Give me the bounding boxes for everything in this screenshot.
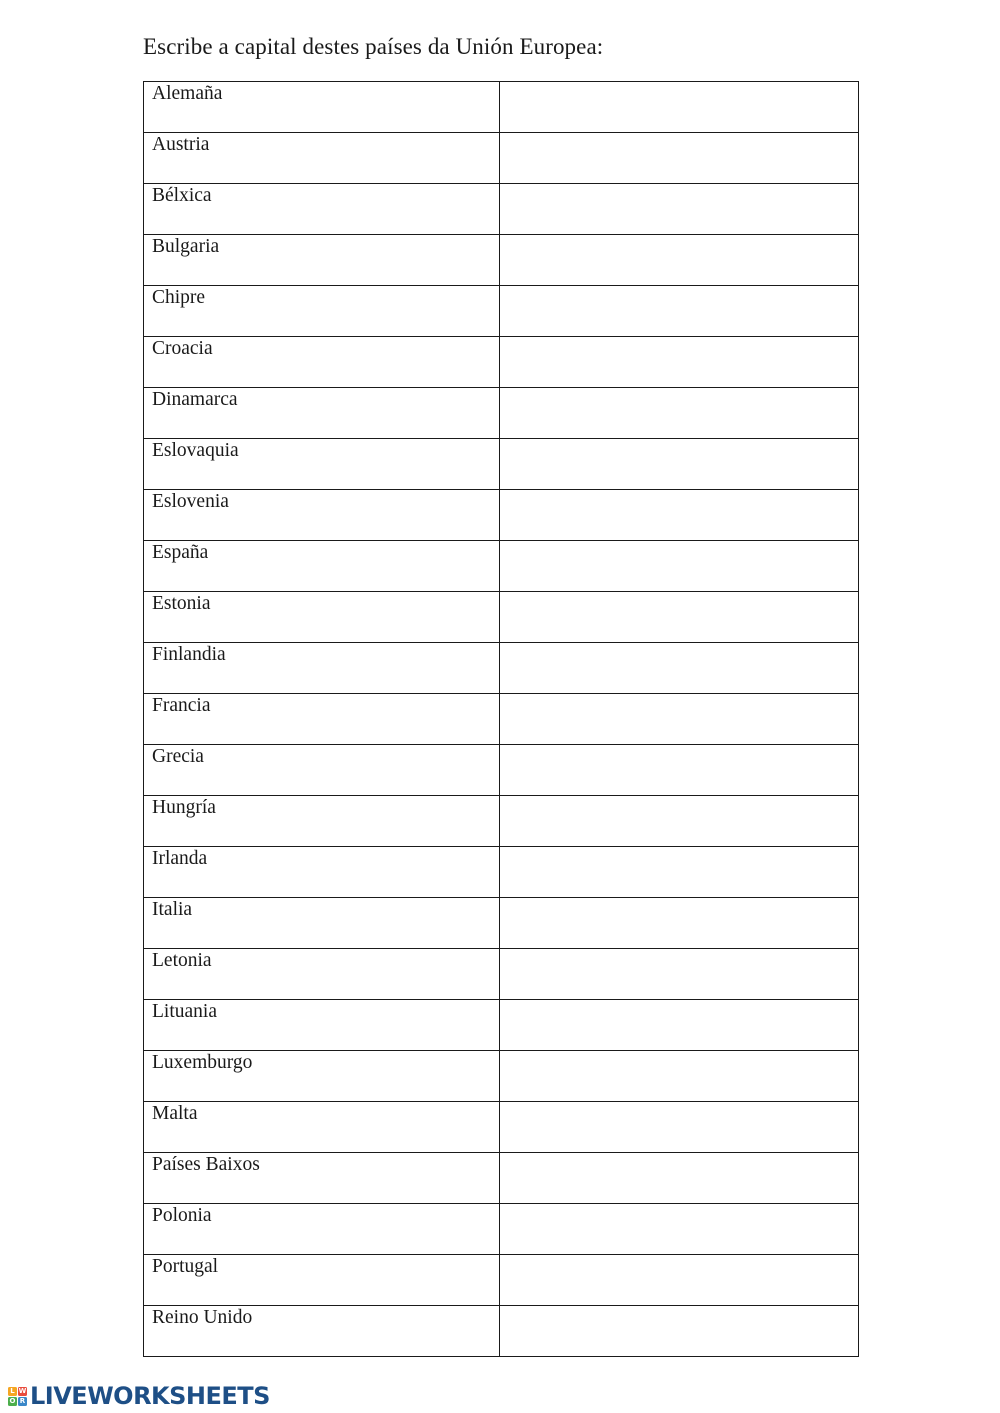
table-row [144, 286, 859, 337]
table-row [144, 1255, 859, 1306]
capital-answer-input[interactable] [500, 1255, 858, 1305]
capital-answer-cell [500, 1306, 859, 1357]
capital-answer-input[interactable] [500, 82, 858, 132]
capital-answer-cell [500, 847, 859, 898]
country-name: Luxemburgo [144, 1051, 500, 1102]
country-name: Eslovenia [144, 490, 500, 541]
table-row [144, 82, 859, 133]
country-name: Austria [144, 133, 500, 184]
capital-answer-cell [500, 643, 859, 694]
country-name: Lituania [144, 1000, 500, 1051]
table-row [144, 1153, 859, 1204]
capital-answer-input[interactable] [500, 1000, 858, 1050]
capital-answer-cell [500, 235, 859, 286]
table-row [144, 1306, 859, 1357]
country-name: Reino Unido [144, 1306, 500, 1357]
country-name: Bélxica [144, 184, 500, 235]
logo-tile: O [9, 1396, 16, 1405]
table-row [144, 796, 859, 847]
capital-answer-cell [500, 1204, 859, 1255]
capital-answer-input[interactable] [500, 1204, 858, 1254]
capital-answer-input[interactable] [500, 490, 858, 540]
capital-answer-cell [500, 1255, 859, 1306]
capital-answer-input[interactable] [500, 1153, 858, 1203]
table-row [144, 643, 859, 694]
capital-answer-cell [500, 439, 859, 490]
capital-answer-cell [500, 541, 859, 592]
worksheet-title: Escribe a capital destes países da Unión Europea: [143, 34, 604, 59]
table-row [144, 1102, 859, 1153]
capital-answer-input[interactable] [500, 592, 858, 642]
capital-answer-input[interactable] [500, 796, 858, 846]
capital-answer-cell [500, 592, 859, 643]
country-name: Estonia [144, 592, 500, 643]
capital-answer-input[interactable] [500, 949, 858, 999]
table-row [144, 745, 859, 796]
table-row [144, 898, 859, 949]
capital-answer-input[interactable] [500, 1306, 858, 1356]
table-row [144, 592, 859, 643]
capitals-table [143, 81, 859, 1357]
country-name: Irlanda [144, 847, 500, 898]
capital-answer-cell [500, 745, 859, 796]
country-name: Finlandia [144, 643, 500, 694]
capital-answer-input[interactable] [500, 286, 858, 336]
table-row [144, 439, 859, 490]
table-row [144, 694, 859, 745]
table-row [144, 847, 859, 898]
table-row [144, 184, 859, 235]
country-name: Italia [144, 898, 500, 949]
logo-text: LIVEWORKSHEETS [30, 1382, 270, 1410]
country-name: Bulgaria [144, 235, 500, 286]
capital-answer-cell [500, 133, 859, 184]
capital-answer-cell [500, 82, 859, 133]
logo-mark-icon [8, 1387, 27, 1406]
capital-answer-input[interactable] [500, 847, 858, 897]
table-row [144, 388, 859, 439]
capital-answer-input[interactable] [500, 541, 858, 591]
capital-answer-cell [500, 1051, 859, 1102]
capital-answer-input[interactable] [500, 1102, 858, 1152]
capitals-table-body [144, 82, 859, 1357]
capital-answer-cell [500, 796, 859, 847]
capital-answer-cell [500, 1153, 859, 1204]
country-name: Eslovaquia [144, 439, 500, 490]
table-row [144, 490, 859, 541]
country-name: Portugal [144, 1255, 500, 1306]
capital-answer-input[interactable] [500, 388, 858, 438]
capital-answer-input[interactable] [500, 184, 858, 234]
table-row [144, 949, 859, 1000]
logo-tile: L [8, 1387, 17, 1396]
country-name: Polonia [144, 1204, 500, 1255]
country-name: Croacia [144, 337, 500, 388]
table-row [144, 541, 859, 592]
capital-answer-input[interactable] [500, 694, 858, 744]
table-row [144, 1000, 859, 1051]
capital-answer-cell [500, 949, 859, 1000]
capital-answer-input[interactable] [500, 643, 858, 693]
logo-tile: R [19, 1396, 26, 1405]
capital-answer-cell [500, 184, 859, 235]
logo-tile: W [18, 1386, 27, 1395]
capital-answer-cell [500, 286, 859, 337]
capital-answer-input[interactable] [500, 235, 858, 285]
country-name: Alemaña [144, 82, 500, 133]
country-name: Chipre [144, 286, 500, 337]
capital-answer-input[interactable] [500, 898, 858, 948]
capital-answer-cell [500, 388, 859, 439]
capital-answer-input[interactable] [500, 133, 858, 183]
table-row [144, 337, 859, 388]
country-name: Grecia [144, 745, 500, 796]
table-row [144, 133, 859, 184]
capital-answer-input[interactable] [500, 439, 858, 489]
capital-answer-cell [500, 898, 859, 949]
country-name: Malta [144, 1102, 500, 1153]
table-row [144, 1051, 859, 1102]
table-row [144, 235, 859, 286]
capital-answer-cell [500, 490, 859, 541]
country-name: Dinamarca [144, 388, 500, 439]
liveworksheets-logo [8, 1381, 270, 1411]
country-name: Países Baixos [144, 1153, 500, 1204]
capital-answer-input[interactable] [500, 745, 858, 795]
capital-answer-cell [500, 1102, 859, 1153]
capital-answer-cell [500, 337, 859, 388]
capital-answer-cell [500, 694, 859, 745]
capital-answer-input[interactable] [500, 1051, 858, 1101]
capital-answer-input[interactable] [500, 337, 858, 387]
country-name: Letonia [144, 949, 500, 1000]
country-name: Hungría [144, 796, 500, 847]
table-row [144, 1204, 859, 1255]
country-name: Francia [144, 694, 500, 745]
country-name: España [144, 541, 500, 592]
capital-answer-cell [500, 1000, 859, 1051]
